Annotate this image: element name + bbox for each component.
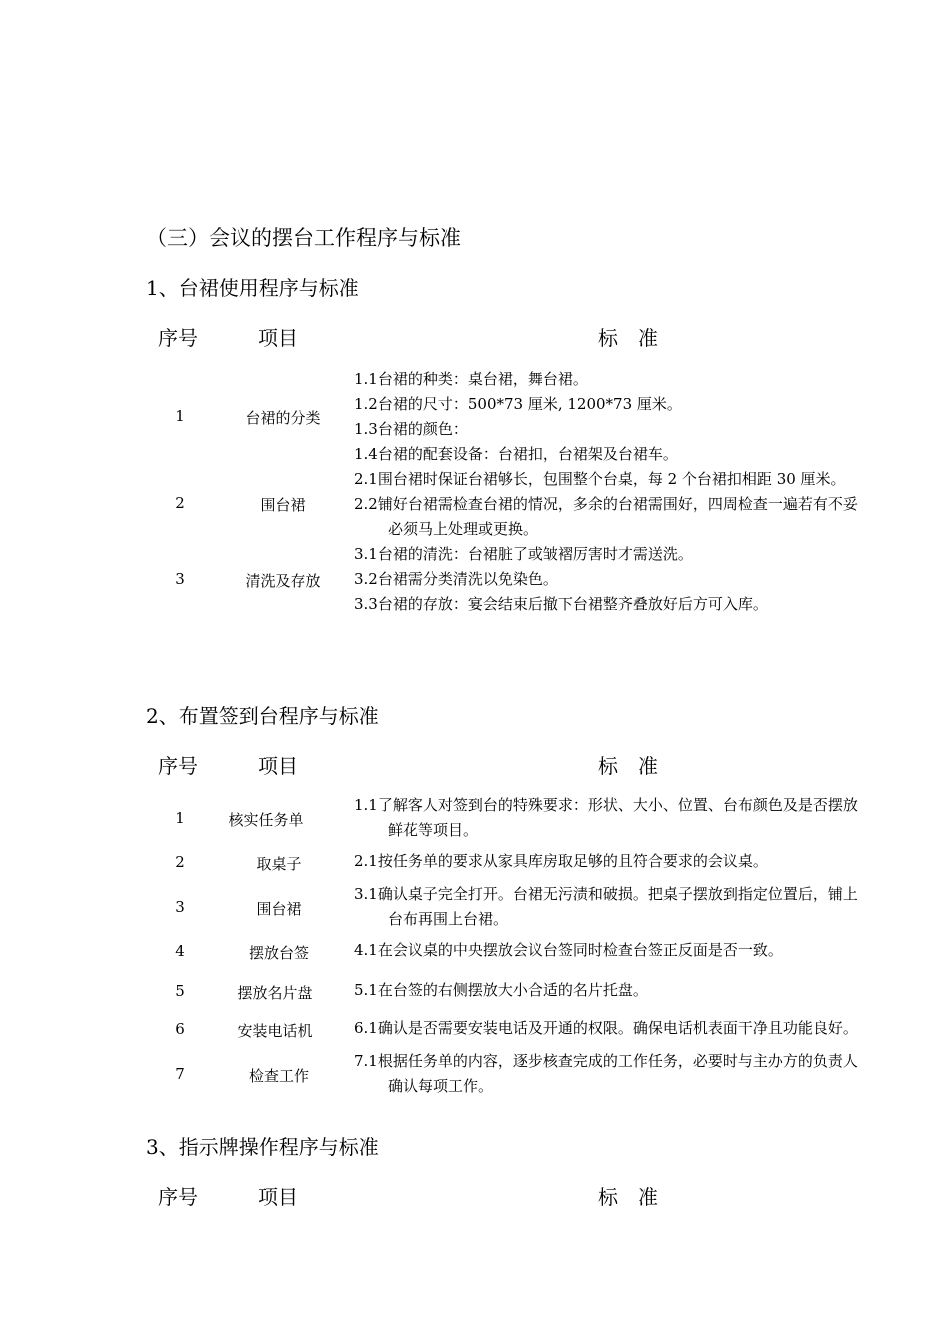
header-seq: 序号 xyxy=(158,326,198,350)
standard-line: 1.1台裙的种类：桌台裙，舞台裙。 xyxy=(354,370,588,388)
standard-line: 3.1台裙的清洗：台裙脏了或皱褶厉害时才需送洗。 xyxy=(354,545,693,563)
standard-line: 确认每项工作。 xyxy=(388,1077,494,1095)
standard-line: 必须马上处理或更换。 xyxy=(388,520,539,538)
header-standard: 标 准 xyxy=(598,1185,658,1209)
standard-line: 3.2台裙需分类清洗以免染色。 xyxy=(354,570,558,588)
row-seq: 7 xyxy=(175,1065,185,1083)
row-seq: 3 xyxy=(175,570,185,588)
standard-line: 台布再围上台裙。 xyxy=(388,910,509,928)
row-seq: 3 xyxy=(175,898,185,916)
row-seq: 6 xyxy=(175,1020,185,1038)
standard-line: 6.1确认是否需要安装电话及开通的权限。确保电话机表面干净且功能良好。 xyxy=(354,1019,858,1037)
row-item: 围台裙 xyxy=(260,496,306,514)
standard-line: 5.1在台签的右侧摆放大小合适的名片托盘。 xyxy=(354,981,648,999)
row-standard xyxy=(354,1016,858,1041)
header-seq: 序号 xyxy=(158,754,198,778)
row-item: 核实任务单 xyxy=(228,811,304,829)
row-seq: 1 xyxy=(175,809,185,827)
row-item: 安装电话机 xyxy=(237,1022,313,1040)
row-standard xyxy=(354,542,768,617)
row-seq: 2 xyxy=(175,494,185,512)
standard-line: 2.1围台裙时保证台裙够长，包围整个台桌，每 2 个台裙扣相距 30 厘米。 xyxy=(354,470,846,488)
header-item: 项目 xyxy=(258,326,298,350)
standard-line: 1.1了解客人对签到台的特殊要求：形状、大小、位置、台布颜色及是否摆放 xyxy=(354,796,858,814)
section-title-2: 2、布置签到台程序与标准 xyxy=(146,704,379,728)
standard-line: 1.3台裙的颜色： xyxy=(354,420,468,438)
standard-line: 1.2台裙的尺寸：500*73 厘米, 1200*73 厘米。 xyxy=(354,395,682,413)
header-item: 项目 xyxy=(258,1185,298,1209)
section-title-1: 1、台裙使用程序与标准 xyxy=(146,276,359,300)
row-standard xyxy=(354,882,858,932)
row-item: 清洗及存放 xyxy=(245,572,321,590)
row-standard xyxy=(354,978,648,1003)
standard-line: 2.2铺好台裙需检查台裙的情况，多余的台裙需围好，四周检查一遍若有不妥 xyxy=(354,495,858,513)
row-item: 检查工作 xyxy=(248,1067,309,1085)
row-standard xyxy=(354,793,858,843)
header-seq: 序号 xyxy=(158,1185,198,1209)
standard-line: 鲜花等项目。 xyxy=(388,821,479,839)
header-standard: 标 准 xyxy=(598,754,658,778)
row-seq: 5 xyxy=(175,982,185,1000)
header-standard: 标 准 xyxy=(598,326,658,350)
standard-line: 3.1确认桌子完全打开。台裙无污渍和破损。把桌子摆放到指定位置后，铺上 xyxy=(354,885,858,903)
document-title: （三）会议的摆台工作程序与标准 xyxy=(146,226,461,250)
section-title-3: 3、指示牌操作程序与标准 xyxy=(146,1135,379,1159)
row-standard xyxy=(354,467,858,542)
standard-line: 7.1根据任务单的内容，逐步核查完成的工作任务，必要时与主办方的负责人 xyxy=(354,1052,858,1070)
row-item: 摆放台签 xyxy=(248,944,309,962)
header-item: 项目 xyxy=(258,754,298,778)
row-standard xyxy=(354,367,682,467)
row-seq: 1 xyxy=(175,407,185,425)
row-standard xyxy=(354,849,768,874)
row-item: 台裙的分类 xyxy=(245,409,321,427)
row-item: 摆放名片盘 xyxy=(237,984,313,1002)
standard-line: 4.1在会议桌的中央摆放会议台签同时检查台签正反面是否一致。 xyxy=(354,941,783,959)
row-standard xyxy=(354,938,783,963)
row-seq: 2 xyxy=(175,853,185,871)
standard-line: 1.4台裙的配套设备：台裙扣，台裙架及台裙车。 xyxy=(354,445,678,463)
row-item: 围台裙 xyxy=(256,900,302,918)
row-seq: 4 xyxy=(175,942,185,960)
row-standard xyxy=(354,1049,858,1099)
standard-line: 3.3台裙的存放：宴会结束后撤下台裙整齐叠放好后方可入库。 xyxy=(354,595,768,613)
row-item: 取桌子 xyxy=(256,855,302,873)
standard-line: 2.1按任务单的要求从家具库房取足够的且符合要求的会议桌。 xyxy=(354,852,768,870)
